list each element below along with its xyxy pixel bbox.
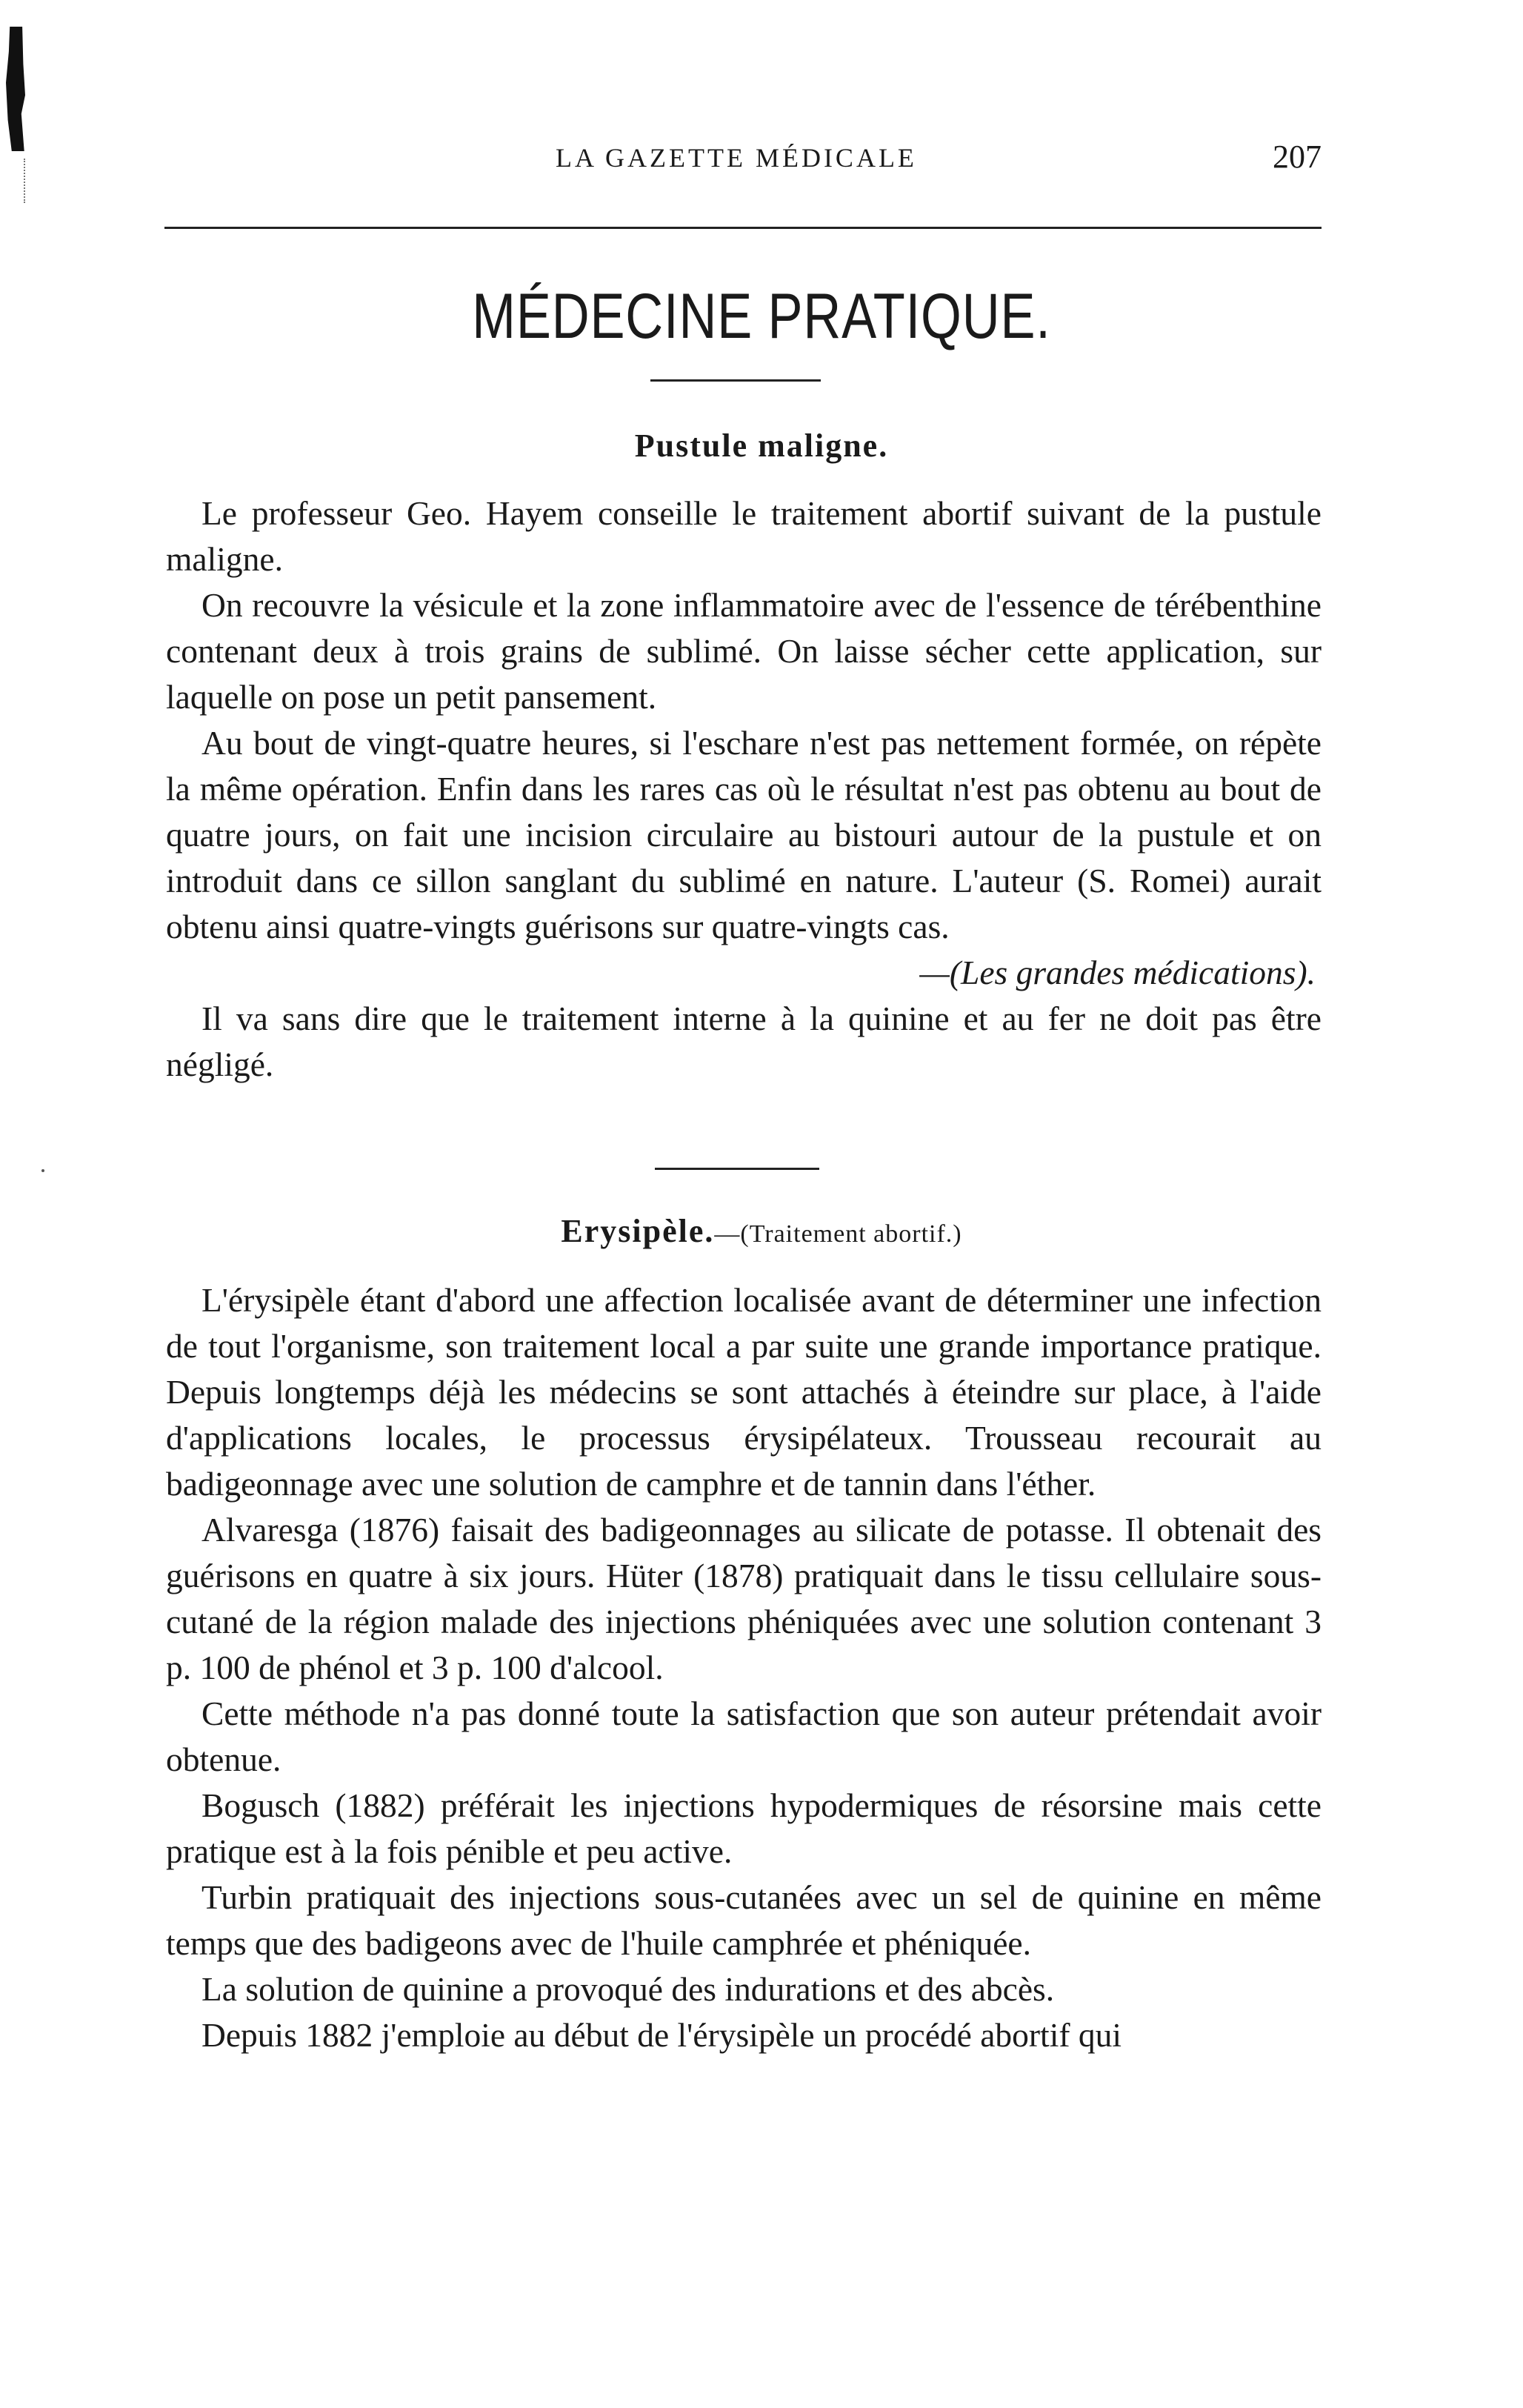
article-heading-text: Erysipèle. <box>561 1213 715 1249</box>
header-rule <box>164 227 1322 229</box>
paragraph: Alvaresga (1876) faisait des badigeonnages au silicate de potasse. Il obtenait des guérisons en quatre à six jours. Hüter (1878) pratiquait dans le tissu cellulaire sous-cutané de la région malade des injections phéniquées avec une solution contenant 3 p. 100 de phénol et 3 p. 100 d'alcool. <box>166 1511 1322 1686</box>
paragraph: On recouvre la vésicule et la zone inflammatoire avec de l'essence de térébenthine contenant deux à trois grains de sublimé. On laisse sécher cette application, sur laquelle on pose un petit pansement. <box>166 586 1322 716</box>
page-number: 207 <box>1273 139 1322 175</box>
citation: —(Les grandes médications). <box>919 954 1316 991</box>
paragraph: Bogusch (1882) préférait les injections hypodermiques de résorsine mais cette pratique est à la fois pénible et peu active. <box>166 1786 1322 1870</box>
article-heading-pustule <box>0 427 1523 465</box>
scan-artifact <box>6 27 25 151</box>
paragraph: Au bout de vingt-quatre heures, si l'eschare n'est pas nettement formée, on répète la même opération. Enfin dans les rares cas où le résultat n'est pas obtenu au bout de quatre jours, on fait une incision circulaire au bistouri autour de la pustule et on introduit dans ce sillon sanglant du sublimé en nature. L'auteur (S. Romei) aurait obtenu ainsi quatre-vingts guérisons sur quatre-vingts cas. <box>166 724 1322 945</box>
article-heading-erysipele <box>0 1212 1523 1250</box>
article-heading-text: Pustule maligne. <box>634 428 889 464</box>
paragraph: L'érysipèle étant d'abord une affection localisée avant de déterminer une infection de tout l'organisme, son traitement local a par suite une grande importance pratique. Depuis longtemps déjà les médecins se sont attachés à éteindre sur place, à l'aide d'applications locales, le processus érysipélateux. Trousseau recourait au badigeonnage avec une solution de camphre et de tannin dans l'éther. <box>166 1281 1322 1503</box>
section-title: MÉDECINE PRATIQUE. <box>472 281 1051 352</box>
running-head <box>166 138 1322 182</box>
paragraph: Il va sans dire que le traitement interne à la quinine et au fer ne doit pas être négligé. <box>166 1000 1322 1083</box>
article-heading-note: —(Traitement abortif.) <box>714 1220 962 1248</box>
article-body-pustule <box>166 490 1322 1088</box>
divider-rule <box>650 379 821 382</box>
paragraph: La solution de quinine a provoqué des indurations et des abcès. <box>201 1970 1055 2008</box>
scan-artifact-dot <box>41 1169 44 1172</box>
article-body-erysipele <box>166 1277 1322 2058</box>
paragraph: Le professeur Geo. Hayem conseille le traitement abortif suivant de la pustule maligne. <box>166 494 1322 578</box>
paragraph: Depuis 1882 j'emploie au début de l'érysipèle un procédé abortif qui <box>201 2016 1122 2054</box>
paragraph: Cette méthode n'a pas donné toute la satisfaction que son auteur prétendait avoir obtenue. <box>166 1694 1322 1778</box>
running-title: LA GAZETTE MÉDICALE <box>556 143 917 173</box>
scan-artifact-dots <box>24 159 30 203</box>
paragraph: Turbin pratiquait des injections sous-cutanées avec un sel de quinine en même temps que des badigeons avec de l'huile camphrée et phéniquée. <box>166 1878 1322 1962</box>
divider-rule <box>655 1168 819 1170</box>
